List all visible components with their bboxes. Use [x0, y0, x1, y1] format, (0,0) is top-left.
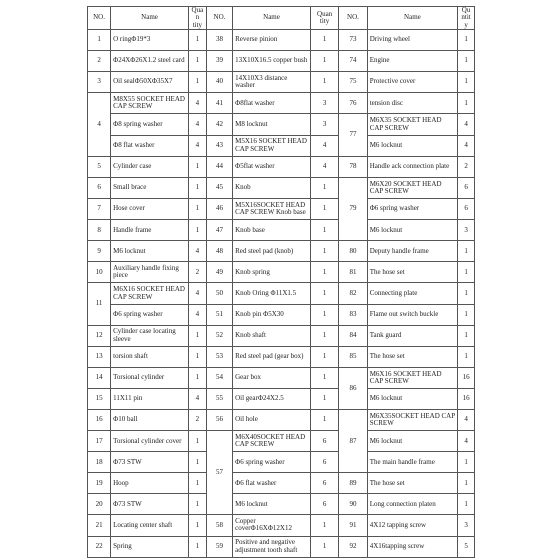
part-quantity-cell: 4 — [310, 135, 338, 156]
part-name-cell: M6 locknut — [111, 241, 189, 262]
header-name: Name — [367, 7, 457, 30]
part-name-cell: Reverse pinion — [233, 30, 311, 51]
part-name-cell: Knob shaft — [233, 325, 311, 346]
part-number-cell: 42 — [206, 114, 232, 135]
part-name-cell: Φ6 spring washer — [367, 199, 457, 220]
part-number-cell: 43 — [206, 135, 232, 156]
part-name-cell: Oil sealΦ50XΦ35X7 — [111, 71, 189, 92]
parts-list-body — [88, 30, 475, 558]
part-name-cell: M6 locknut — [233, 494, 311, 515]
part-name-cell: 4X12 tapping screw — [367, 515, 457, 536]
part-quantity-cell: 3 — [458, 220, 475, 241]
part-number-cell: 18 — [88, 452, 111, 473]
part-name-cell: Φ8 spring washer — [111, 114, 189, 135]
part-number-cell: 74 — [339, 51, 367, 72]
part-name-cell: M6X16 SOCKET HEAD CAP SCREW — [111, 283, 189, 304]
table-row — [88, 71, 475, 92]
part-number-cell: 50 — [206, 283, 232, 304]
part-name-cell: M5X16 SOCKET HEAD CAP SCREW — [233, 135, 311, 156]
table-row — [88, 241, 475, 262]
part-quantity-cell: 1 — [188, 177, 206, 198]
part-number-cell: 54 — [206, 367, 232, 388]
part-name-cell: Φ8flat washer — [233, 93, 311, 114]
part-name-cell: Copper coverΦ16XΦ12X12 — [233, 515, 311, 536]
table-row — [88, 473, 475, 494]
part-name-cell: torsion shaft — [111, 346, 189, 367]
part-quantity-cell: 1 — [188, 452, 206, 473]
part-quantity-cell: 2 — [458, 156, 475, 177]
part-quantity-cell: 6 — [458, 199, 475, 220]
part-name-cell: M6X40SOCKET HEAD CAP SCREW — [233, 431, 311, 452]
header-no: NO. — [88, 7, 111, 30]
part-number-cell: 80 — [339, 241, 367, 262]
part-quantity-cell: 6 — [310, 494, 338, 515]
part-number-cell: 19 — [88, 473, 111, 494]
part-number-cell: 53 — [206, 346, 232, 367]
table-row — [88, 114, 475, 135]
part-name-cell: Knob base — [233, 220, 311, 241]
header-name: Name — [111, 7, 189, 30]
part-quantity-cell: 4 — [188, 241, 206, 262]
part-quantity-cell: 1 — [310, 51, 338, 72]
part-name-cell: Φ73 STW — [111, 494, 189, 515]
part-quantity-cell: 1 — [458, 71, 475, 92]
part-quantity-cell: 1 — [310, 71, 338, 92]
part-name-cell: The hose set — [367, 262, 457, 283]
part-quantity-cell: 1 — [188, 536, 206, 557]
part-name-cell: Red steel pad (knob) — [233, 241, 311, 262]
part-quantity-cell: 1 — [458, 325, 475, 346]
table-row — [88, 325, 475, 346]
table-header-row — [88, 7, 475, 30]
part-number-cell: 20 — [88, 494, 111, 515]
part-number-cell: 2 — [88, 51, 111, 72]
part-name-cell: Cylinder case — [111, 156, 189, 177]
part-name-cell: Knob Oring Φ11X1.5 — [233, 283, 311, 304]
part-name-cell: M6X16 SOCKET HEAD CAP SCREW — [367, 367, 457, 388]
part-name-cell: Φ73 STW — [111, 452, 189, 473]
part-number-cell: 4 — [88, 93, 111, 157]
part-quantity-cell: 6 — [310, 473, 338, 494]
part-number-cell: 89 — [339, 473, 367, 494]
part-number-cell: 85 — [339, 346, 367, 367]
table-row — [88, 220, 475, 241]
part-name-cell: Knob spring — [233, 262, 311, 283]
part-quantity-cell: 1 — [310, 367, 338, 388]
header-no: NO. — [339, 7, 367, 30]
table-row — [88, 367, 475, 388]
part-name-cell: Φ5flat washer — [233, 156, 311, 177]
part-number-cell: 15 — [88, 389, 111, 410]
part-name-cell: Protective cover — [367, 71, 457, 92]
part-name-cell: Φ8 flat washer — [111, 135, 189, 156]
part-name-cell: The hose set — [367, 473, 457, 494]
table-row — [88, 199, 475, 220]
part-quantity-cell: 6 — [310, 431, 338, 452]
part-name-cell: Φ10 ball — [111, 409, 189, 430]
part-number-cell: 7 — [88, 199, 111, 220]
part-number-cell: 9 — [88, 241, 111, 262]
part-quantity-cell: 3 — [458, 515, 475, 536]
part-name-cell: Torsional cylinder cover — [111, 431, 189, 452]
part-quantity-cell: 4 — [188, 135, 206, 156]
part-number-cell: 16 — [88, 409, 111, 430]
part-number-cell: 55 — [206, 389, 232, 410]
part-name-cell: Φ6 spring washer — [111, 304, 189, 325]
table-row — [88, 452, 475, 473]
part-name-cell: Spring — [111, 536, 189, 557]
table-row — [88, 135, 475, 156]
part-number-cell: 11 — [88, 283, 111, 325]
part-quantity-cell: 4 — [458, 135, 475, 156]
part-quantity-cell: 4 — [188, 304, 206, 325]
part-number-cell: 81 — [339, 262, 367, 283]
part-quantity-cell: 1 — [188, 199, 206, 220]
part-name-cell: 11X11 pin — [111, 389, 189, 410]
part-quantity-cell: 1 — [310, 409, 338, 430]
part-name-cell: Φ6 flat washer — [233, 473, 311, 494]
part-quantity-cell: 1 — [458, 241, 475, 262]
part-quantity-cell: 3 — [310, 93, 338, 114]
part-number-cell: 90 — [339, 494, 367, 515]
part-name-cell: Oil gearΦ24X2.5 — [233, 389, 311, 410]
table-row — [88, 304, 475, 325]
part-quantity-cell: 1 — [458, 93, 475, 114]
part-quantity-cell: 1 — [310, 346, 338, 367]
part-number-cell: 13 — [88, 346, 111, 367]
part-quantity-cell: 1 — [188, 220, 206, 241]
part-quantity-cell: 1 — [188, 325, 206, 346]
part-number-cell: 56 — [206, 409, 232, 430]
part-number-cell: 41 — [206, 93, 232, 114]
part-quantity-cell: 1 — [188, 346, 206, 367]
part-number-cell: 21 — [88, 515, 111, 536]
part-quantity-cell: 1 — [458, 283, 475, 304]
part-quantity-cell: 4 — [310, 156, 338, 177]
part-number-cell: 76 — [339, 93, 367, 114]
table-row — [88, 30, 475, 51]
part-quantity-cell: 4 — [188, 283, 206, 304]
part-quantity-cell: 1 — [188, 367, 206, 388]
part-number-cell: 92 — [339, 536, 367, 557]
table-row — [88, 262, 475, 283]
part-quantity-cell: 1 — [310, 536, 338, 557]
part-quantity-cell: 1 — [310, 177, 338, 198]
table-row — [88, 156, 475, 177]
part-name-cell: M6X35 SOCKET HEAD CAP SCREW — [367, 114, 457, 135]
part-name-cell: Red steel pad (gear box) — [233, 346, 311, 367]
part-name-cell: The hose set — [367, 346, 457, 367]
part-quantity-cell: 1 — [310, 30, 338, 51]
part-name-cell: M6 locknut — [367, 135, 457, 156]
part-quantity-cell: 4 — [188, 114, 206, 135]
table-row — [88, 515, 475, 536]
part-name-cell: Small brace — [111, 177, 189, 198]
table-row — [88, 431, 475, 452]
table-row — [88, 283, 475, 304]
part-quantity-cell: 1 — [310, 220, 338, 241]
part-number-cell: 44 — [206, 156, 232, 177]
part-quantity-cell: 6 — [458, 177, 475, 198]
table-row — [88, 93, 475, 114]
part-name-cell: Flame out switch buckle — [367, 304, 457, 325]
part-number-cell: 45 — [206, 177, 232, 198]
part-name-cell: Tank guard — [367, 325, 457, 346]
part-name-cell: Connecting plate — [367, 283, 457, 304]
part-number-cell: 38 — [206, 30, 232, 51]
part-name-cell: M6 locknut — [367, 389, 457, 410]
part-number-cell: 8 — [88, 220, 111, 241]
part-quantity-cell: 1 — [458, 494, 475, 515]
part-quantity-cell: 4 — [458, 409, 475, 430]
part-number-cell: 12 — [88, 325, 111, 346]
part-name-cell: 4X16tapping screw — [367, 536, 457, 557]
table-row — [88, 409, 475, 430]
part-quantity-cell: 1 — [458, 51, 475, 72]
table-row — [88, 177, 475, 198]
part-number-cell: 73 — [339, 30, 367, 51]
part-number-cell: 75 — [339, 71, 367, 92]
part-name-cell: Gear box — [233, 367, 311, 388]
part-number-cell: 83 — [339, 304, 367, 325]
part-name-cell: Hose cover — [111, 199, 189, 220]
part-name-cell: Handle ack connection plate — [367, 156, 457, 177]
part-number-cell: 84 — [339, 325, 367, 346]
part-name-cell: M8X55 SOCKET HEAD CAP SCREW — [111, 93, 189, 114]
part-number-cell: 5 — [88, 156, 111, 177]
table-row — [88, 536, 475, 557]
part-number-cell: 46 — [206, 199, 232, 220]
part-quantity-cell: 1 — [310, 325, 338, 346]
part-number-cell: 1 — [88, 30, 111, 51]
part-quantity-cell: 1 — [188, 51, 206, 72]
part-number-cell: 39 — [206, 51, 232, 72]
part-name-cell: Auxiliary handle fixing piece — [111, 262, 189, 283]
part-name-cell: Knob pin Φ5X30 — [233, 304, 311, 325]
part-quantity-cell: 16 — [458, 389, 475, 410]
part-number-cell: 91 — [339, 515, 367, 536]
header-name: Name — [233, 7, 311, 30]
part-number-cell: 78 — [339, 156, 367, 177]
part-number-cell: 59 — [206, 536, 232, 557]
part-quantity-cell: 6 — [310, 452, 338, 473]
part-name-cell: Knob — [233, 177, 311, 198]
part-number-cell: 51 — [206, 304, 232, 325]
part-name-cell: M6 locknut — [367, 220, 457, 241]
part-quantity-cell: 1 — [310, 515, 338, 536]
part-name-cell: Cylinder case locating sleeve — [111, 325, 189, 346]
header-quantity: Quan tity — [310, 7, 338, 30]
part-number-cell: 87 — [339, 409, 367, 472]
part-number-cell: 17 — [88, 431, 111, 452]
part-quantity-cell: 1 — [310, 389, 338, 410]
part-number-cell: 14 — [88, 367, 111, 388]
part-number-cell: 47 — [206, 220, 232, 241]
table-row — [88, 494, 475, 515]
parts-list-table — [87, 6, 475, 558]
part-number-cell: 57 — [206, 431, 232, 515]
part-name-cell: Locating center shaft — [111, 515, 189, 536]
part-name-cell: Positive and negative adjustment tooth shaft — [233, 536, 311, 557]
part-quantity-cell: 1 — [188, 71, 206, 92]
part-name-cell: Driving wheel — [367, 30, 457, 51]
part-name-cell: Hoop — [111, 473, 189, 494]
part-name-cell: M6 locknut — [367, 431, 457, 452]
part-quantity-cell: 1 — [310, 199, 338, 220]
part-name-cell: Deputy handle frame — [367, 241, 457, 262]
part-name-cell: 13X10X16.5 copper bush — [233, 51, 311, 72]
part-number-cell: 52 — [206, 325, 232, 346]
part-quantity-cell: 4 — [458, 431, 475, 452]
header-quantity: Qu ntity — [458, 7, 475, 30]
part-name-cell: O ringΦ19*3 — [111, 30, 189, 51]
part-number-cell: 49 — [206, 262, 232, 283]
part-quantity-cell: 2 — [188, 262, 206, 283]
header-no: NO. — [206, 7, 232, 30]
table-row — [88, 389, 475, 410]
part-quantity-cell: 1 — [458, 304, 475, 325]
part-quantity-cell: 2 — [188, 409, 206, 430]
part-name-cell: Oil hole — [233, 409, 311, 430]
part-quantity-cell: 1 — [188, 515, 206, 536]
part-name-cell: Φ24XΦ26X1.2 steel card — [111, 51, 189, 72]
part-name-cell: The main handle frame — [367, 452, 457, 473]
part-quantity-cell: 4 — [188, 389, 206, 410]
part-quantity-cell: 4 — [458, 114, 475, 135]
part-number-cell: 77 — [339, 114, 367, 156]
part-quantity-cell: 1 — [188, 30, 206, 51]
part-name-cell: Torsional cylinder — [111, 367, 189, 388]
part-number-cell: 6 — [88, 177, 111, 198]
header-quantity: Quan tity — [188, 7, 206, 30]
part-quantity-cell: 1 — [188, 156, 206, 177]
part-name-cell: Handle frame — [111, 220, 189, 241]
table-row — [88, 346, 475, 367]
part-number-cell: 10 — [88, 262, 111, 283]
part-quantity-cell: 1 — [310, 304, 338, 325]
part-quantity-cell: 1 — [188, 494, 206, 515]
part-name-cell: M5X16SOCKET HEAD CAP SCREW Knob base — [233, 199, 311, 220]
part-name-cell: M8 locknut — [233, 114, 311, 135]
part-quantity-cell: 1 — [458, 30, 475, 51]
part-number-cell: 58 — [206, 515, 232, 536]
part-name-cell: M6X35SOCKET HEAD CAP SCREW — [367, 409, 457, 430]
part-number-cell: 40 — [206, 71, 232, 92]
part-name-cell: Engine — [367, 51, 457, 72]
part-number-cell: 86 — [339, 367, 367, 409]
part-quantity-cell: 1 — [188, 431, 206, 452]
part-name-cell: 14X10X3 distance washer — [233, 71, 311, 92]
part-number-cell: 82 — [339, 283, 367, 304]
part-number-cell: 48 — [206, 241, 232, 262]
part-quantity-cell: 3 — [310, 114, 338, 135]
part-quantity-cell: 1 — [458, 473, 475, 494]
part-quantity-cell: 1 — [310, 262, 338, 283]
part-number-cell: 79 — [339, 177, 367, 240]
part-quantity-cell: 1 — [458, 262, 475, 283]
part-quantity-cell: 1 — [188, 473, 206, 494]
part-quantity-cell: 4 — [188, 93, 206, 114]
part-name-cell: M6X20 SOCKET HEAD CAP SCREW — [367, 177, 457, 198]
part-quantity-cell: 5 — [458, 536, 475, 557]
part-quantity-cell: 1 — [458, 346, 475, 367]
part-name-cell: Φ6 spring washer — [233, 452, 311, 473]
part-name-cell: Long connection platen — [367, 494, 457, 515]
part-number-cell: 22 — [88, 536, 111, 557]
part-quantity-cell: 1 — [458, 452, 475, 473]
part-quantity-cell: 16 — [458, 367, 475, 388]
part-quantity-cell: 1 — [310, 283, 338, 304]
table-row — [88, 51, 475, 72]
part-quantity-cell: 1 — [310, 241, 338, 262]
part-name-cell: tension disc — [367, 93, 457, 114]
part-number-cell: 3 — [88, 71, 111, 92]
